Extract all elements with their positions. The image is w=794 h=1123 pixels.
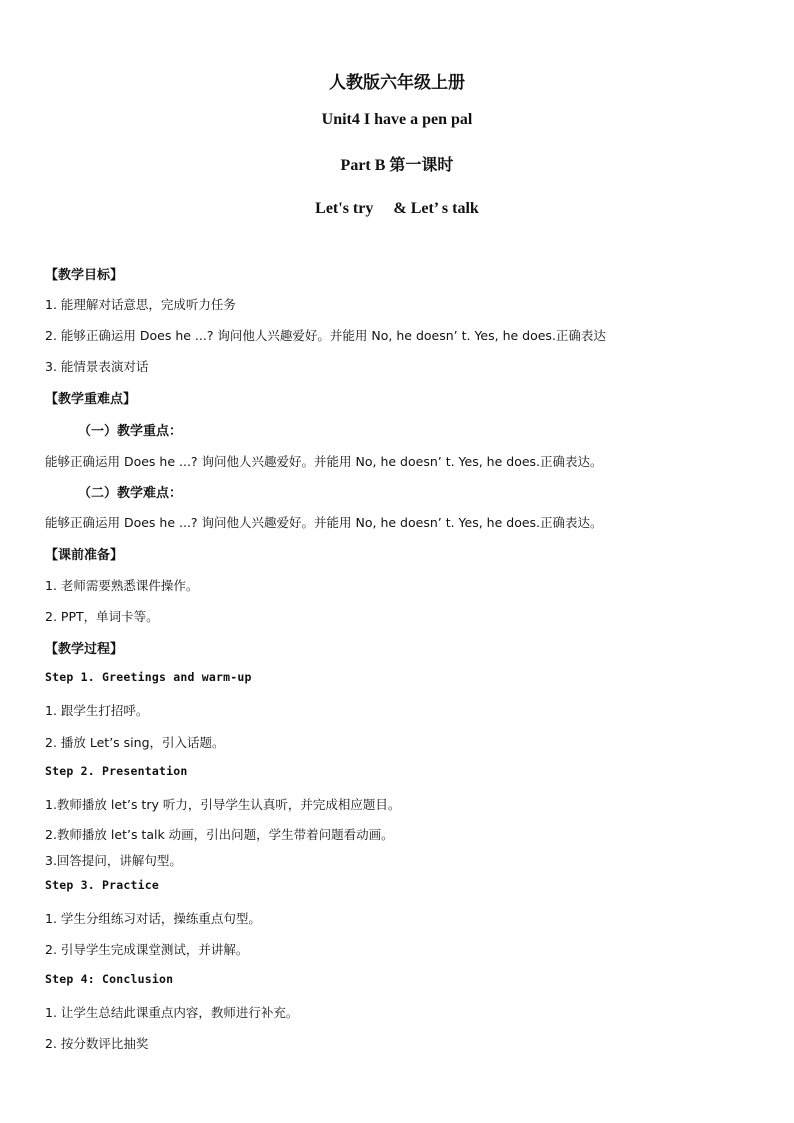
objective-item-1: 1. 能理解对话意思，完成听力任务 <box>45 297 236 312</box>
step4-item-2: 2. 按分数评比抽奖 <box>45 1036 149 1051</box>
objectives-heading: 【教学目标】 <box>45 268 124 283</box>
lesson-title: Let's try & Let’ s talk <box>315 200 479 217</box>
step2-item-2: 2.教师播放 let’s talk 动画，引出问题，学生带着问题看动画。 <box>45 827 394 842</box>
step4-title: Step 4: Conclusion <box>45 972 174 986</box>
objective-item-2: 2. 能够正确运用 Does he ...? 询问他人兴趣爱好。并能用 No, he doesn’ t. Yes, he does.正确表达 <box>45 328 606 343</box>
process-heading: 【教学过程】 <box>45 642 124 657</box>
step2-item-1: 1.教师播放 let’s try 听力，引导学生认真听，并完成相应题目。 <box>45 797 401 812</box>
preparation-heading: 【课前准备】 <box>45 548 124 563</box>
step1-title: Step 1. Greetings and warm-up <box>45 670 252 684</box>
step1-item-2: 2. 播放 Let’s sing，引入话题。 <box>45 735 225 750</box>
preparation-item-1: 1. 老师需要熟悉课件操作。 <box>45 578 199 593</box>
step2-title: Step 2. Presentation <box>45 764 188 778</box>
focus-label: （一）教学重点： <box>78 424 183 439</box>
unit-title: Unit4 I have a pen pal <box>321 111 473 128</box>
step3-item-1: 1. 学生分组练习对话，操练重点句型。 <box>45 911 261 926</box>
step3-title: Step 3. Practice <box>45 878 159 892</box>
difficulty-text: 能够正确运用 Does he ...? 询问他人兴趣爱好。并能用 No, he doesn’ t. Yes, he does.正确表达。 <box>45 515 603 530</box>
step4-item-1: 1. 让学生总结此课重点内容，教师进行补充。 <box>45 1005 299 1020</box>
objective-item-3: 3. 能情景表演对话 <box>45 359 149 374</box>
preparation-item-2: 2. PPT，单词卡等。 <box>45 609 159 624</box>
document-title: 人教版六年级上册 <box>329 73 465 92</box>
step2-item-3: 3.回答提问，讲解句型。 <box>45 853 182 868</box>
focus-text: 能够正确运用 Does he ...? 询问他人兴趣爱好。并能用 No, he doesn’ t. Yes, he does.正确表达。 <box>45 454 603 469</box>
part-title: Part B 第一课时 <box>340 157 454 174</box>
key-points-heading: 【教学重难点】 <box>45 392 137 407</box>
step1-item-1: 1. 跟学生打招呼。 <box>45 703 149 718</box>
difficulty-label: （二）教学难点： <box>78 486 183 501</box>
step3-item-2: 2. 引导学生完成课堂测试，并讲解。 <box>45 942 249 957</box>
